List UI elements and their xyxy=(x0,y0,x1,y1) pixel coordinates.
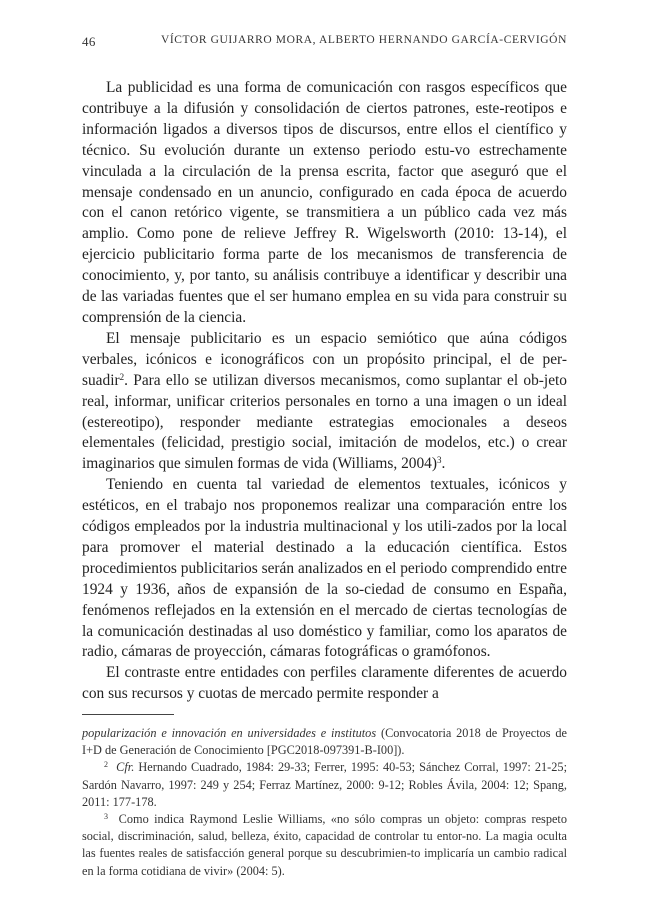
paragraph-text: El contraste entre entidades con perfiles claramente diferentes de acuerdo con sus recursos y cuotas de mercado permite responder a xyxy=(82,664,567,703)
footnote-ref-2[interactable]: 2 xyxy=(119,371,125,382)
footnote-text: Como indica Raymond Leslie Williams, «no sólo compras un objeto: compras respeto social, discriminación, salud, belleza, éxito, capacidad de controlar tu entor-no. La magia oculta las fuentes reales de satisfacción general porque su descubrimien-to implicaría un cambio radical en la forma cotidiana de vivir» (2004: 5). xyxy=(82,812,567,878)
footnote-text: Hernando Cuadrado, 1984: 29-33; Ferrer, 1995: 40-53; Sánchez Corral, 1997: 21-25; Sardón Navarro, 1997: 249 y 254; Ferraz Martínez, 2000: 9-12; Robles Ávila, 2004: 12; Spang, 2011: 177-178. xyxy=(82,760,567,809)
page-header xyxy=(82,34,567,54)
paragraph-text: Teniendo en cuenta tal variedad de elementos textuales, icónicos y estéticos, en el trabajo nos proponemos realizar una comparación entre los códigos empleados por la industria multinacional y los utili-zados por la local para promover el material destinado a la educación científica. Estos procedimientos publicitarios serán analizados en el periodo comprendido entre 1924 y 1936, años de expansión de la so-ciedad de consumo en España, fenómenos reflejados en la extensión en el mercado de ciertas tecnologías de la comunicación destinadas al uso doméstico y familiar, como los aparatos de radio, cámaras de proyección, cámaras fotográficas o gramófonos. xyxy=(82,476,567,661)
footnote-ref-3[interactable]: 3 xyxy=(437,455,442,466)
project-title: popularización e innovación en universidades e institutos xyxy=(82,726,377,740)
footnote-3 xyxy=(82,811,567,880)
paragraph-text: El mensaje publicitario es un espacio semiótico que aúna códigos verbales, icónicos e iconográficos con un propósito principal, el de per-suadir xyxy=(82,329,567,389)
footnote-divider xyxy=(82,714,174,715)
footnote-number: 2 xyxy=(104,760,108,770)
running-head: VÍCTOR GUIJARRO MORA, ALBERTO HERNANDO GARCÍA-CERVIGÓN xyxy=(160,34,567,46)
footnote-number: 3 xyxy=(104,812,108,822)
paragraph xyxy=(82,475,567,663)
paragraph-text: . xyxy=(441,455,446,473)
footnote-abbrev: Cfr. xyxy=(116,760,135,775)
footnote-continuation xyxy=(82,725,567,759)
paragraph xyxy=(82,78,567,329)
footnotes xyxy=(82,725,567,880)
footnote-2 xyxy=(82,759,567,811)
footnote-text: (Convocatoria 2018 de Proyectos de I+D de Generación de Conocimiento [PGC2018-097391-B-I00]). xyxy=(82,726,568,758)
paragraph xyxy=(82,329,567,475)
paragraph-text: La publicidad es una forma de comunicación con rasgos específicos que contribuye a la difusión y consolidación de ciertos patrones, este-reotipos e información ligados a diversos tipos de discursos, entre ellos el científico y técnico. Su evolución durante un extenso periodo estu-vo estrechamente vinculada a la circulación de la prensa escrita, factor que aseguró que el mensaje condensado en un anuncio, configurado en cada época de acuerdo con el canon retórico vigente, se transmitiera a un público cada vez más amplio. Como pone de relieve Jeffrey R. Wigelsworth (2010: 13-14), el ejercicio publicitario forma parte de los mecanismos de transferencia de conocimiento, y, por tanto, su análisis contribuye a identificar y describir una de las variadas fuentes que el ser humano emplea en su vida para construir su comprensión de la ciencia. xyxy=(82,79,567,326)
paragraph-text: . Para ello se utilizan diversos mecanismos, como suplantar el ob-jeto real, informar, unificar criterios personales en torno a una imagen o un ideal (estereotipo), responder mediante estrategias emocionales a deseos elementales (felicidad, prestigio social, imitación de modelos, etc.) o crear imaginarios que simulen formas de vida (Williams, 2004) xyxy=(82,371,567,473)
body-text xyxy=(82,78,567,705)
page-number: 46 xyxy=(82,34,96,49)
paragraph xyxy=(82,663,567,705)
